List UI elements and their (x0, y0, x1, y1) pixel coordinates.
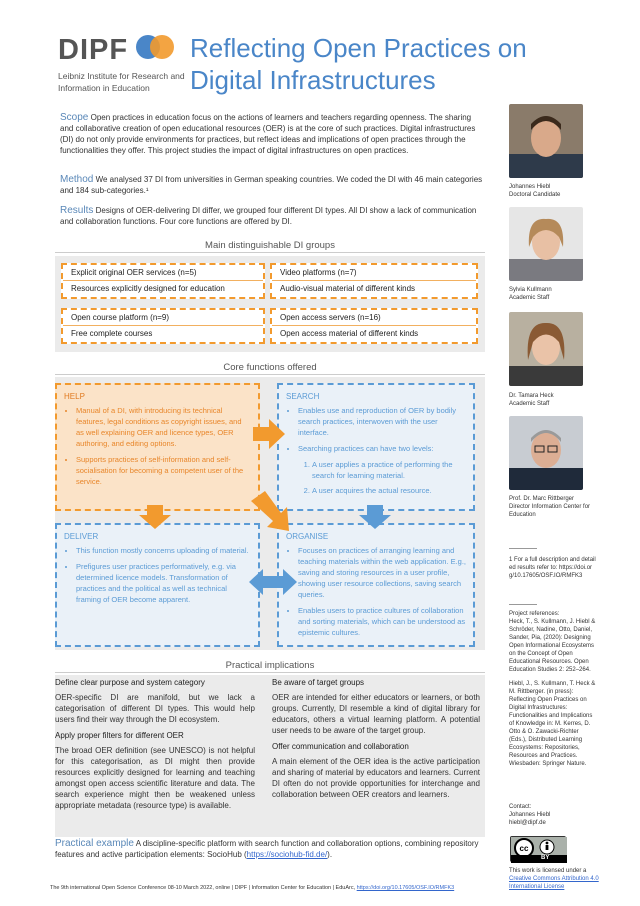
person-name: Sylvia Kullmann (509, 287, 552, 293)
implication-column-left (55, 678, 255, 811)
group-name: Video platforms (n=7) (280, 268, 357, 277)
results-label: Results (60, 205, 94, 216)
group-card-open-access (270, 308, 478, 344)
scope-text: Open practices in education focus on the actions of learners and teachers regarding openness. The sharing and collaborative creation of open educational resources (OER) is at the core of such practices. Digital infrastructures (DI) do not only provide environments for practices, but reflect ideas and implications of open practices through the functionalities they offer. This project studies the impact of digital infrastructures on open practices. (60, 113, 476, 155)
scope-paragraph (60, 112, 485, 156)
help-bullet: • Supports practices of self-information and self-socialisation for becoming a competent user of the service. (76, 454, 251, 487)
logo-wordmark: DIPF (58, 34, 129, 66)
footnote: 1 For a full description and detailed results refer to: https://doi.org/10.17605/OSF.IO/RMFK3 (509, 557, 596, 579)
deliver-bullet: • Prefigures user practices performatively, e.g. via determined licence models. Transformation of practices and the political as well as technical framing of OER become apparent. (76, 561, 251, 605)
implications-title: Practical implications (225, 660, 315, 671)
svg-text:cc: cc (519, 844, 529, 853)
implication-text: The broad OER definition (see UNESCO) is not helpful for this categorisation, as DI might then provide resources explicitly designed for learning and teaching amongst open access scientific literature and data. The search experience might then be weakened unless appropriate metadata (resource type) is available. (55, 746, 255, 810)
core-title: Core functions offered (223, 362, 317, 373)
person-caption (509, 286, 552, 302)
results-text: Designs of OER-delivering DI differ, we grouped four different DI types. All DI show a lack of communication and collaboration functions. Four core functions are offered by DI. (60, 206, 477, 226)
implication-heading: Define clear purpose and system category (55, 678, 205, 687)
footnote-rule (509, 548, 537, 549)
footer (50, 885, 520, 891)
group-desc: Resources explicitly designed for education (63, 280, 263, 296)
creative-commons-icon (511, 837, 567, 863)
person-name: Dr. Tamara Heck (509, 393, 554, 399)
implication-heading: Offer communication and collaboration (272, 742, 409, 751)
footer-doi-link[interactable]: https://doi.org/10.17605/OSF.IO/RMFK3 (356, 885, 455, 891)
method-paragraph (60, 174, 485, 196)
deliver-title: DELIVER (64, 532, 99, 541)
implications-panel (55, 675, 485, 837)
help-box (55, 383, 260, 511)
portrait-sylvia-kullmann (509, 207, 583, 281)
license-note (509, 867, 599, 891)
person-caption (509, 183, 560, 199)
implication-text: A main element of the OER idea is the active participation and sharing of material by educators and learners. Current DI often do not provide opportunities for interchange and collaboration between OER creators and learners. (272, 757, 480, 799)
implication-column-right (272, 678, 480, 800)
groups-panel (55, 256, 485, 352)
results-paragraph (60, 205, 485, 227)
organise-box (277, 523, 475, 647)
search-level: 1. A user applies a practice of performing the search for learning material. (312, 459, 466, 481)
contact-block (509, 803, 597, 827)
references (509, 610, 597, 768)
contact-email[interactable]: hiebl@dipf.de (509, 820, 546, 826)
deliver-box (55, 523, 260, 647)
method-label: Method (60, 174, 94, 185)
example-label: Practical example (55, 838, 134, 849)
portrait-marc-rittberger (509, 416, 583, 490)
search-title: SEARCH (286, 392, 320, 401)
example-text: A discipline-specific platform with search function and collaboration options, combining repository features and active participation elements: SocioHub ( (55, 839, 479, 859)
person-role: Doctoral Candidate (509, 192, 561, 198)
person-role: Director Information Center for Education (509, 504, 591, 518)
organise-bullet: • Focuses on practices of arranging learning and teaching materials within the web application. E.g., saving and storing resources in a user profile, showing user resource collections, saving search queries. (298, 545, 466, 600)
page-title: Reflecting Open Practices on Digital Infrastructures (190, 33, 527, 95)
reference-item: Heck, T., S. Kullmann, J. Hiebl & Schröder, Nadine, Otto, Daniel, Sander, Pia, (2020): Designing Open Informational Ecosystems on the Concept of Open Educational Resources. Open Education Studies 2: 252–264. (509, 619, 596, 673)
license-text: This work is licensed under a (509, 868, 587, 874)
sociohub-link[interactable]: https://sociohub-fid.de/ (246, 850, 328, 859)
scope-label: Scope (60, 112, 89, 123)
person-name: Prof. Dr. Marc Rittberger (509, 496, 575, 502)
group-name: Open access servers (n=16) (280, 313, 381, 322)
organise-title: ORGANISE (286, 532, 329, 541)
search-bullet: • Searching practices can have two levels: (298, 443, 466, 454)
implications-rule (55, 672, 485, 673)
core-panel (55, 377, 485, 650)
group-name: Open course platform (n=9) (71, 313, 170, 322)
implication-heading: Be aware of target groups (272, 678, 365, 687)
person-role: Academic Staff (509, 295, 550, 301)
logo-subtitle: Leibniz Institute for Research and Information in Education (58, 71, 185, 93)
search-level: 2. A user acquires the actual resource. (312, 485, 466, 496)
groups-title: Main distinguishable DI groups (205, 240, 335, 251)
license-link[interactable]: Creative Commons Attribution 4.0 International License (509, 876, 599, 890)
portrait-tamara-heck (509, 312, 583, 386)
group-card-open-course (61, 308, 265, 344)
groups-rule (55, 252, 485, 253)
group-desc: Free complete courses (63, 325, 263, 341)
contact-label: Contact: (509, 804, 532, 810)
references-rule (509, 604, 537, 605)
method-text: We analysed 37 DI from universities in German speaking countries. We coded the DI with 46 main categories and 184 sub-categories.¹ (60, 175, 483, 195)
deliver-bullet: • This function mostly concerns uploading of material. (76, 545, 251, 556)
portrait-johannes-hiebl (509, 104, 583, 178)
implication-text: OER-specific DI are manifold, but we lack a categorisation of different DI types. This would help users find their way through the DI ecosystem. (55, 693, 255, 724)
group-card-oer-services (61, 263, 265, 299)
search-bullet: • Enables use and reproduction of OER by bodily search practices, interwoven with the user interface. (298, 405, 466, 438)
references-label: Project references: (509, 611, 560, 617)
search-box (277, 383, 475, 511)
group-card-video-platforms (270, 263, 478, 299)
group-name: Explicit original OER services (n=5) (71, 268, 197, 277)
contact-name: Johannes Hiebl (509, 812, 551, 818)
implication-heading: Apply proper filters for different OER (55, 731, 184, 740)
group-desc: Audio-visual material of different kinds (272, 280, 476, 296)
cc-by-license-badge[interactable] (510, 836, 566, 862)
core-rule (55, 374, 485, 375)
person-role: Academic Staff (509, 401, 550, 407)
group-desc: Open access material of different kinds (272, 325, 476, 341)
person-name: Johannes Hiebl (509, 184, 551, 190)
logo-circles-icon (135, 34, 175, 60)
person-caption (509, 495, 604, 519)
license-badge-label: BY (541, 855, 550, 861)
help-title: HELP (64, 392, 85, 401)
person-caption (509, 392, 554, 408)
footer-text: The 9th international Open Science Conference 08-10 March 2022, online | DIPF | Information Center for Education | EduArc, (50, 885, 357, 891)
organise-bullet: • Enables users to practice cultures of collaboration and sorting materials, which can be understood as epistemic cultures. (298, 605, 466, 638)
reference-item: Hiebl, J., S. Kullmann, T. Heck & M. Rittberger. (in press): Reflecting Open Practices on Digital Infrastructures: Functionalities and Implications of Knowledge in: M. Kerres, D. Otto & O. Zawacki-Richter (Eds.), Distributed Learning Ecosystems: Repositories, Resources and Practices. Wiesbaden: Springer Nature. (509, 681, 596, 767)
help-bullet: • Manual of a DI, with introducing its technical features, legal conditions as copyright issues, and as well explaining OER and licence types, OER authoring, and editing options. (76, 405, 251, 449)
example-end: ). (327, 850, 333, 859)
practical-example (55, 838, 485, 860)
implication-text: OER are intended for either educators or learners, or both groups. Currently, DI resemble a kind of digital library for educators, others a virtual learning platform. A potential user needs to be aware of the target group. (272, 693, 480, 735)
